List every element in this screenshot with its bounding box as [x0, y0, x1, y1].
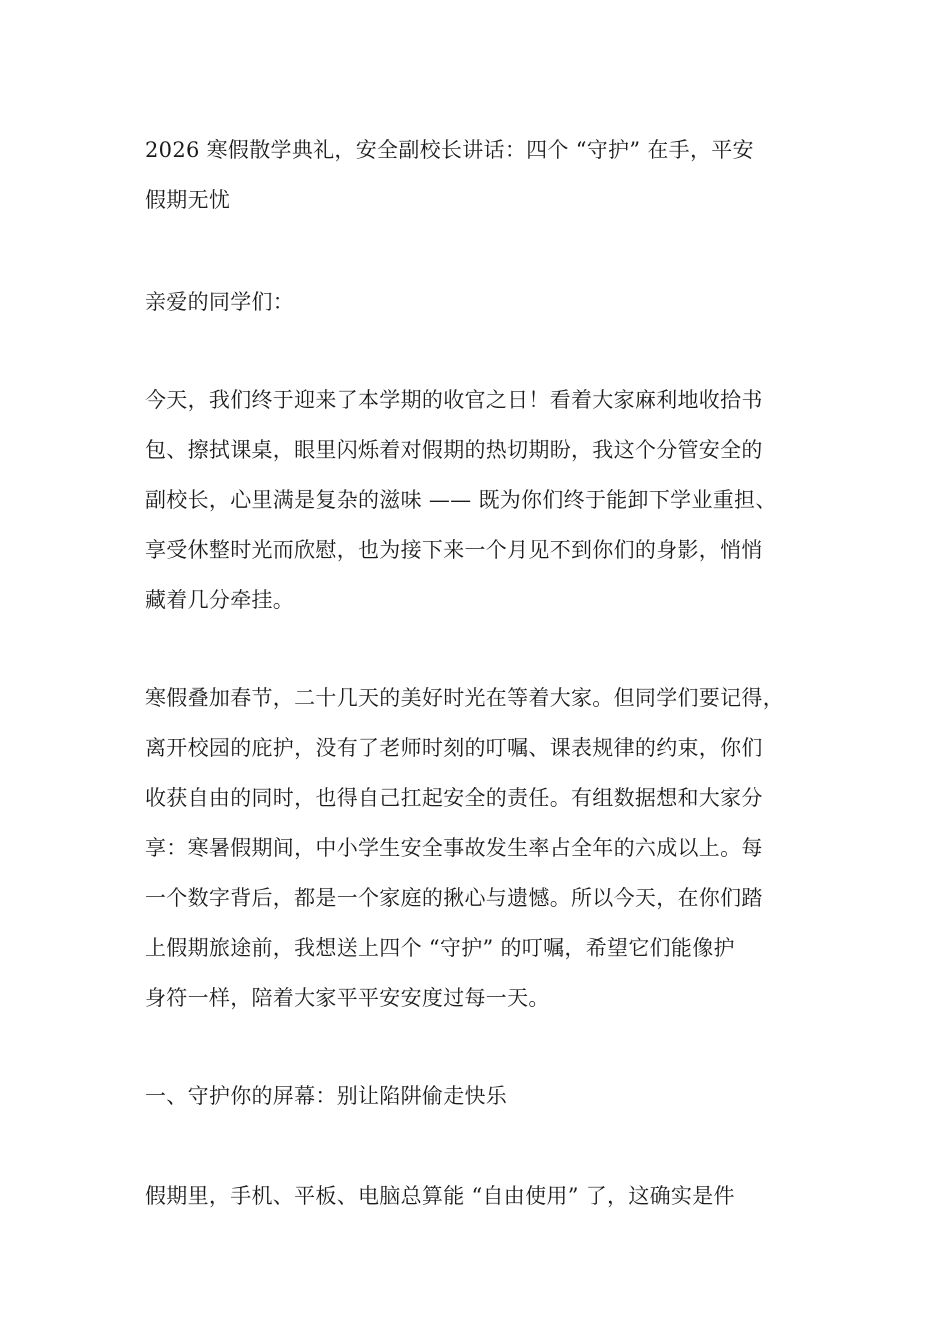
paragraph-1-line-2: 包、擦拭课桌，眼里闪烁着对假期的热切期盼，我这个分管安全的	[145, 438, 763, 462]
paragraph-2-line-1: 寒假叠加春节，二十几天的美好时光在等着大家。但同学们要记得，	[145, 686, 784, 710]
paragraph-3-line-1: 假期里，手机、平板、电脑总算能 “自由使用” 了，这确实是件	[145, 1184, 735, 1208]
paragraph-1-line-1: 今天，我们终于迎来了本学期的收官之日！看着大家麻利地收拾书	[145, 388, 763, 412]
section-1-heading: 一、守护你的屏幕：别让陷阱偷走快乐	[145, 1084, 508, 1108]
paragraph-2-line-2: 离开校园的庇护，没有了老师时刻的叮嘱、课表规律的约束，你们	[145, 736, 763, 760]
document-title-line-2: 假期无忧	[145, 188, 231, 212]
paragraph-2-line-3: 收获自由的同时，也得自己扛起安全的责任。有组数据想和大家分	[145, 786, 763, 810]
paragraph-2-line-4: 享：寒暑假期间，中小学生安全事故发生率占全年的六成以上。每	[145, 836, 763, 860]
paragraph-2-line-6: 上假期旅途前，我想送上四个 “守护” 的叮嘱，希望它们能像护	[145, 936, 735, 960]
paragraph-2-line-5: 一个数字背后，都是一个家庭的揪心与遗憾。所以今天，在你们踏	[145, 886, 763, 910]
paragraph-1-line-3: 副校长，心里满是复杂的滋味 —— 既为你们终于能卸下学业重担、	[145, 488, 777, 512]
paragraph-1-line-5: 藏着几分牵挂。	[145, 588, 295, 612]
document-title-line-1: 2026 寒假散学典礼，安全副校长讲话：四个 “守护” 在手，平安	[145, 138, 754, 162]
paragraph-1-line-4: 享受休整时光而欣慰，也为接下来一个月见不到你们的身影，悄悄	[145, 538, 763, 562]
salutation: 亲爱的同学们：	[145, 290, 295, 314]
paragraph-2-line-7: 身符一样，陪着大家平平安安度过每一天。	[145, 986, 550, 1010]
